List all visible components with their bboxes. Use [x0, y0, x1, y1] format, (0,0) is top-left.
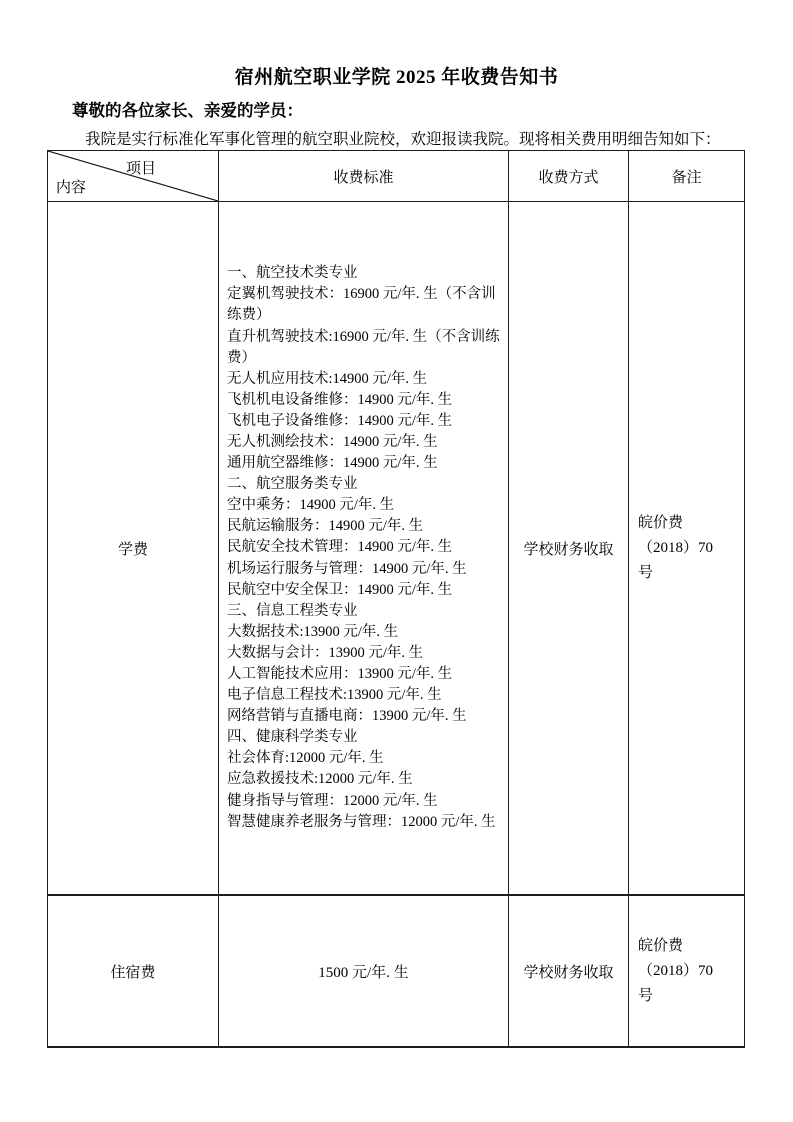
table-header-row	[48, 151, 745, 202]
fee-table	[47, 150, 745, 1048]
lodging-row	[48, 895, 745, 1047]
tuition-method-cell: 学校财务收取	[509, 202, 629, 896]
tuition-row	[48, 202, 745, 896]
corner-header-cell	[48, 151, 219, 202]
lodging-method-cell: 学校财务收取	[509, 895, 629, 1047]
corner-label-item: 项目	[126, 161, 157, 177]
header-method: 收费方式	[509, 151, 629, 202]
lodging-note-cell: 皖价费 （2018）70 号	[629, 895, 745, 1047]
lodging-standard-cell: 1500 元/年. 生	[219, 895, 509, 1047]
tuition-standard-cell: 一、航空技术类专业 定翼机驾驶技术：16900 元/年. 生（不含训练费） 直升机驾驶技术:16900 元/年. 生（不含训练费） 无人机应用技术:14900 元/年. 生 飞机机电设备维修：14900 元/年. 生 飞机电子设备维修：14900 元/年. 生 无人机测绘技术：14900 元/年. 生 通用航空器维修：14900 元/年. 生 二、航空服务类专业 空中乘务：14900 元/年. 生 民航运输服务：14900 元/年. 生 民航安全技术管理：14900 元/年. 生 机场运行服务与管理：14900 元/年. 生 民航空中安全保卫：14900 元/年. 生 三、信息工程类专业 大数据技术:13900 元/年. 生 大数据与会计：13900 元/年. 生 人工智能技术应用：13900 元/年. 生 电子信息工程技术:13900 元/年. 生 网络营销与直播电商：13900 元/年. 生 四、健康科学类专业 社会体育:12000 元/年. 生 应急救援技术:12000 元/年. 生 健身指导与管理：12000 元/年. 生 智慧健康养老服务与管理：12000 元/年. 生	[219, 202, 509, 896]
header-note: 备注	[629, 151, 745, 202]
lodging-item-cell: 住宿费	[48, 895, 219, 1047]
greeting-line: 尊敬的各位家长、亲爱的学员：	[72, 102, 303, 120]
tuition-note-cell: 皖价费 （2018）70 号	[629, 202, 745, 896]
header-standard: 收费标准	[219, 151, 509, 202]
tuition-item-cell: 学费	[48, 202, 219, 896]
intro-paragraph: 我院是实行标准化军事化管理的航空职业院校，欢迎报读我院。现将相关费用明细告知如下：	[85, 131, 721, 148]
corner-label-content: 内容	[56, 180, 87, 196]
page-title: 宿州航空职业学院 2025 年收费告知书	[234, 67, 559, 88]
